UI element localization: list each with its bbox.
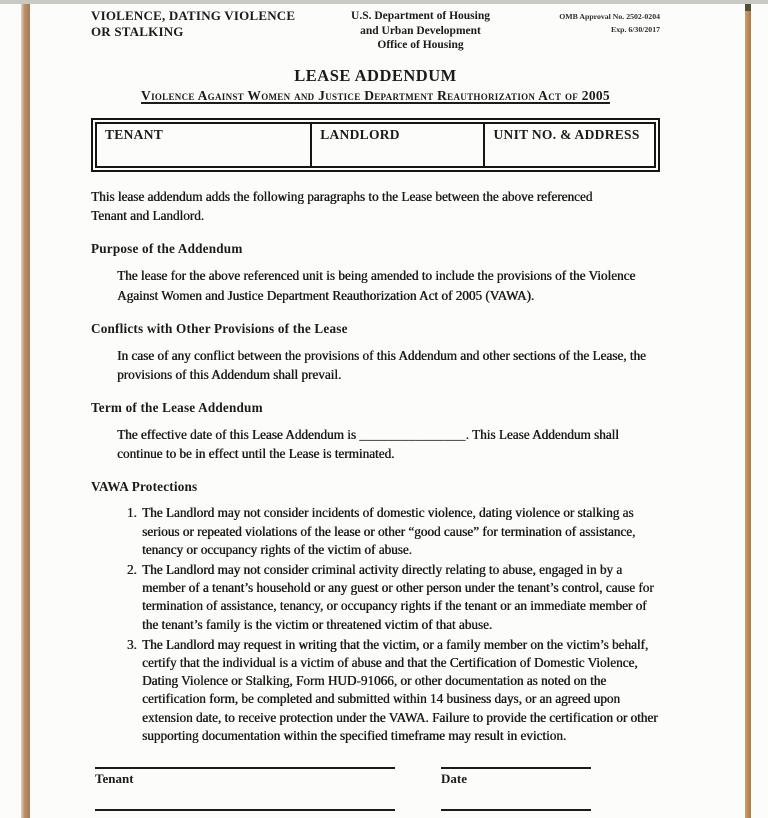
term-paragraph xyxy=(117,425,660,463)
section-heading-purpose: Purpose of the Addendum xyxy=(91,241,243,257)
tenant-signature-label: Tenant xyxy=(95,771,134,787)
tenant-cell[interactable] xyxy=(96,123,311,167)
binder-bar-left xyxy=(21,4,30,818)
agency-line3: Office of Housing xyxy=(377,39,464,52)
signature-row-1 xyxy=(95,767,660,787)
agency-line1: U.S. Department of Housing xyxy=(351,10,490,22)
omb-approval-number: OMB Approval No. 2502-0204 xyxy=(559,12,660,21)
landlord-cell[interactable] xyxy=(311,123,484,167)
tenant-signature-line-2[interactable] xyxy=(95,809,395,811)
signature-row-2 xyxy=(95,809,660,811)
binder-bar-right-cap xyxy=(745,4,751,11)
date-signature-line[interactable] xyxy=(441,767,591,769)
page-subtitle: Violence Against Women and Justice Department Reauthorization Act of 2005 xyxy=(141,88,610,104)
signature-block xyxy=(95,767,660,811)
effective-date-blank[interactable]: _______________ xyxy=(359,427,466,442)
section-heading-term: Term of the Lease Addendum xyxy=(91,400,263,415)
conflicts-paragraph: In case of any conflict between the provisions of this Addendum and other sections of the Lease, the provisions of this Addendum shall prevail. xyxy=(117,347,646,382)
form-subject-title xyxy=(91,8,306,53)
unit-address-cell[interactable] xyxy=(484,123,655,167)
scan-top-strip xyxy=(0,0,768,4)
landlord-column-label: LANDLORD xyxy=(320,127,400,143)
vawa-item-1: 1. The Landlord may not consider incidents of domestic violence, dating violence or stalking as serious or repeated violations of the lease or other “good cause” for termination of assistance, tenancy or occupancy rights of the victim of abuse. xyxy=(140,504,660,559)
form-subject-line1: VIOLENCE, DATING VIOLENCE xyxy=(91,8,296,23)
document-body xyxy=(91,8,660,811)
purpose-paragraph: The lease for the above referenced unit is being amended to include the provisions of the Violence Against Women and Justice Department Reauthorization Act of 2005 (VAWA). xyxy=(117,268,636,303)
tenant-signature-line[interactable] xyxy=(95,767,395,769)
omb-expiration-date: Exp. 6/30/2017 xyxy=(611,25,660,35)
vawa-item-3: 3. The Landlord may request in writing that the victim, or a family member on the victim’s behalf, certify that the individual is a victim of abuse and that the Certification of Domestic Violence, Dating Violence or Stalking, Form HUD-91066, or other documentation as noted on the certification form, be completed and submitted within 14 business days, or an agreed upon extension date, to receive protection under the VAWA. Failure to provide the certification or other supporting documentation within the specified timeframe may result in eviction. xyxy=(140,636,660,745)
parties-table xyxy=(91,118,660,172)
intro-paragraph: This lease addendum adds the following paragraphs to the Lease between the above referenced Tenant and Landlord. xyxy=(91,189,593,224)
date-signature-label: Date xyxy=(441,771,467,787)
tenant-column-label: TENANT xyxy=(105,127,164,143)
vawa-protections-list xyxy=(91,504,660,745)
page-title: LEASE ADDENDUM xyxy=(294,66,457,86)
document-header xyxy=(91,8,660,53)
agency-name xyxy=(326,9,516,53)
form-subject-line2: OR STALKING xyxy=(91,23,184,39)
binder-bar-right xyxy=(745,4,751,818)
agency-line2: and Urban Development xyxy=(360,24,481,37)
date-signature-line-2[interactable] xyxy=(441,809,591,811)
section-heading-vawa: VAWA Protections xyxy=(91,479,198,495)
unit-address-column-label: UNIT NO. & ADDRESS xyxy=(493,127,640,143)
term-text-after-blank: . This Lease Addendum shall continue to be in effect until the Lease is terminated. xyxy=(117,427,619,462)
term-text-before-blank: The effective date of this Lease Addendum is xyxy=(117,427,356,442)
omb-box xyxy=(535,10,660,53)
vawa-item-2: 2. The Landlord may not consider criminal activity directly relating to abuse, engaged in by a member of a tenant’s household or any guest or other person under the tenant’s control, cause for termination of assistance, tenancy, or occupancy rights if the tenant or an immediate member of the tenant’s family is the victim or threatened victim of that abuse. xyxy=(140,561,660,634)
section-heading-conflicts: Conflicts with Other Provisions of the Lease xyxy=(91,320,348,336)
